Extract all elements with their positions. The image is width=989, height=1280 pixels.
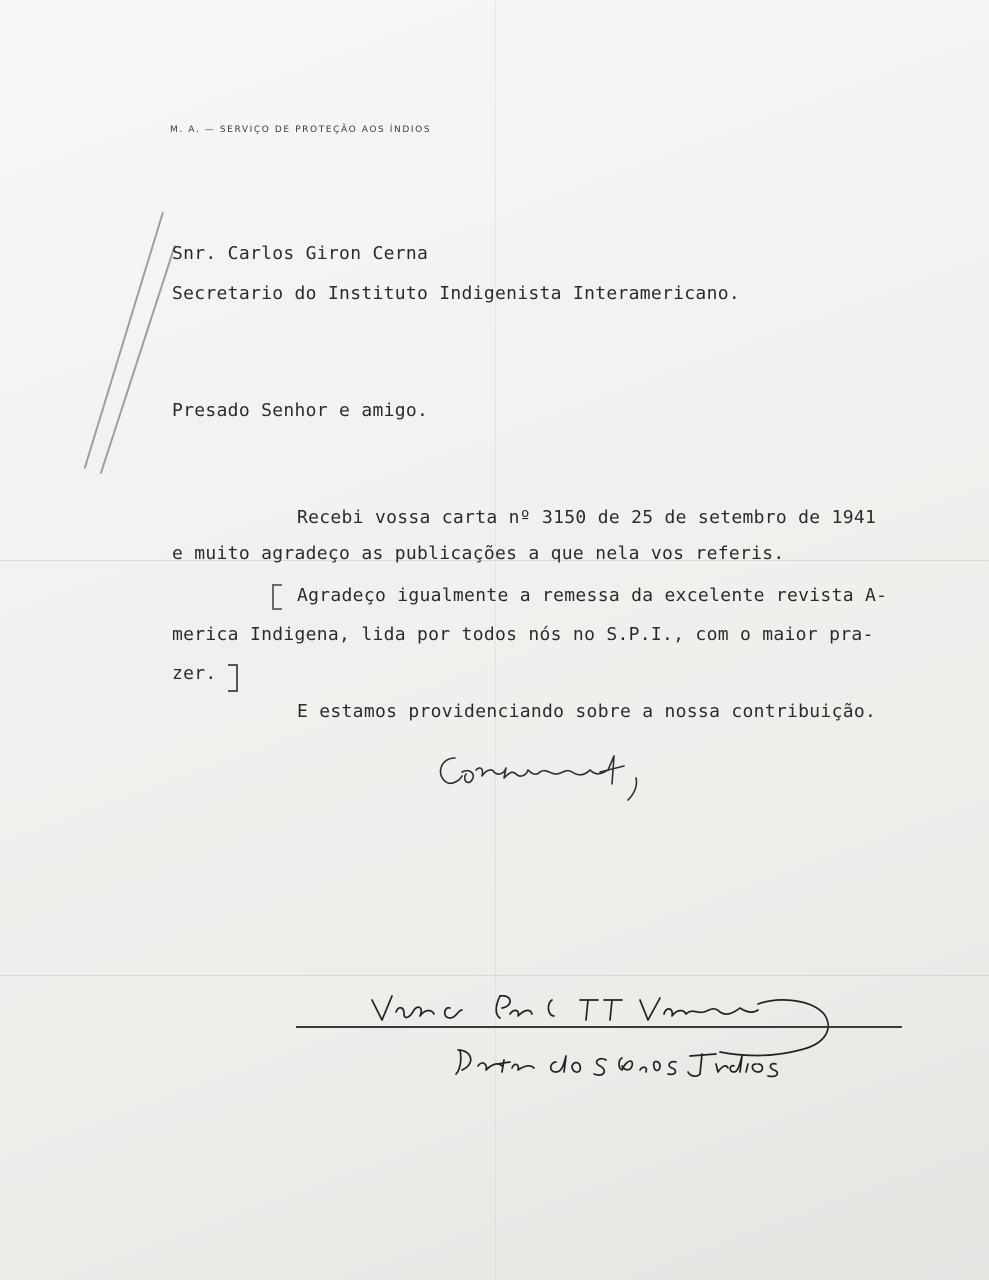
- letterhead: M. A. — SERVIÇO DE PROTEÇÃO AOS ÍNDIOS: [170, 125, 432, 135]
- salutation: Presado Senhor e amigo.: [172, 400, 429, 421]
- recipient-name: Snr. Carlos Giron Cerna: [172, 243, 429, 264]
- body-line: Agradeço igualmente a remessa da excelente revista A-: [297, 585, 888, 606]
- body-line: E estamos providenciando sobre a nossa contribuição.: [297, 701, 877, 722]
- body-line: zer.: [172, 663, 217, 684]
- recipient-title: Secretario do Instituto Indigenista Interamericano.: [172, 283, 740, 304]
- body-line: Recebi vossa carta nº 3150 de 25 de setembro de 1941: [297, 507, 877, 528]
- body-line: e muito agradeço as publicações a que nela vos referis.: [172, 543, 785, 564]
- body-line: merica Indigena, lida por todos nós no S.P.I., com o maior pra-: [172, 624, 874, 645]
- signature-line: [296, 1026, 902, 1028]
